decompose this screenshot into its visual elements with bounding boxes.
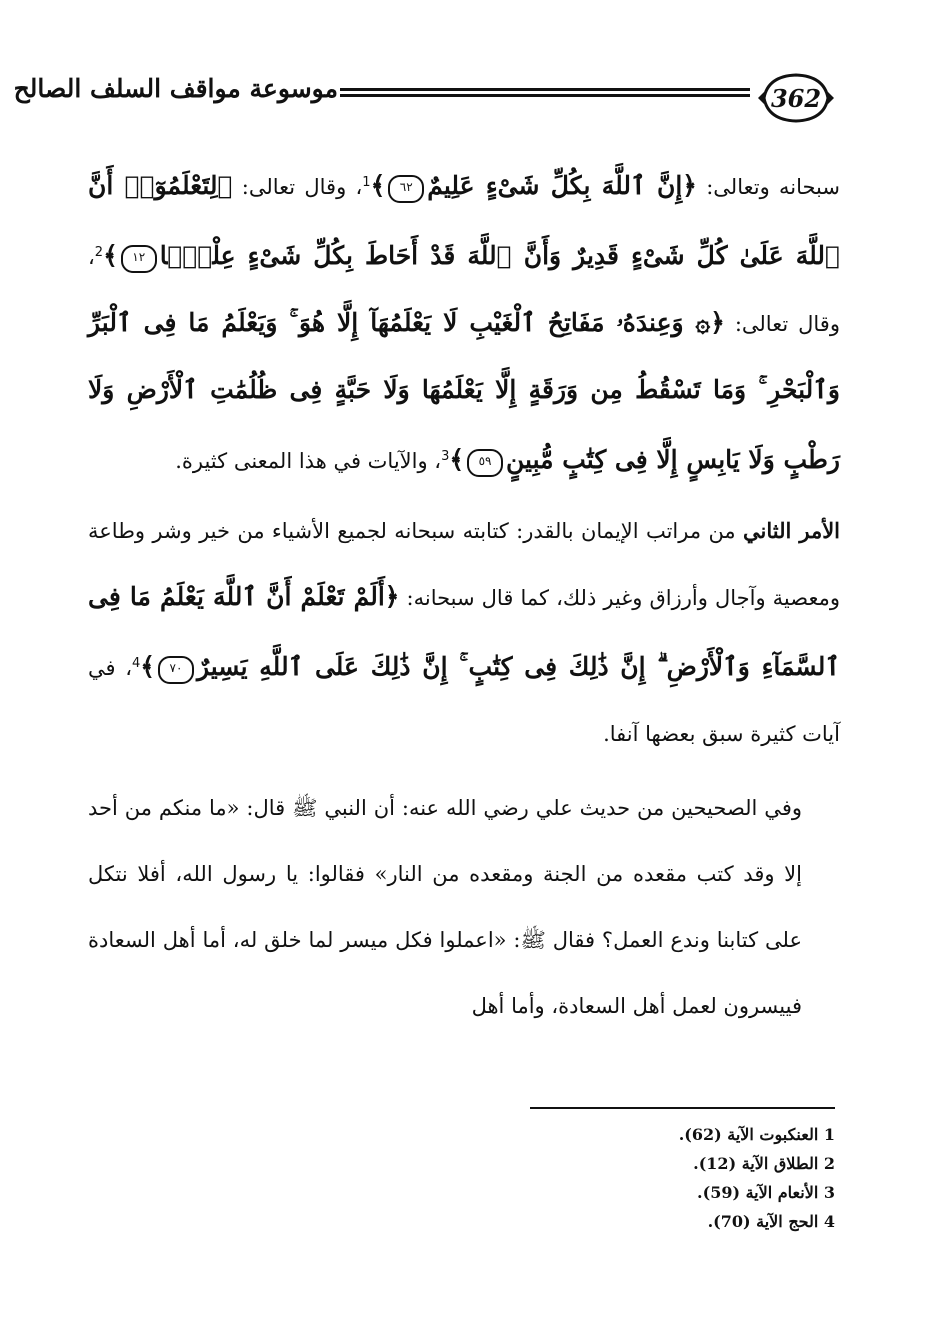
text-run: ، في آيات كثيرة سبق بعضها آنفا. [88,656,840,746]
text-run: سبحانه وتعالى: [696,175,840,199]
footnote-ref: 1 [362,175,371,190]
page-header [13,62,838,142]
verse-close: ﴾ [370,171,386,200]
quran-verse: ﴿إِنَّ ٱللَّهَ بِكُلِّ شَىْءٍ عَلِيمٌ [427,171,697,200]
quran-verse: ﴿لِتَعْلَمُوٓا۟ أَنَّ ٱللَّهَ عَلَىٰ كُلِّ شَىْءٍ قَدِيرٌ وَأَنَّ ٱللَّهَ قَدْ أَحَاطَ بِكُلِّ شَىْءٍ عِلْمًۢا [88,171,840,270]
page-number: 362 [770,83,822,113]
ayah-number-icon: ٥٩ [467,449,503,477]
ayah-number-icon: ١٢ [121,245,157,273]
page-number-badge [754,70,838,126]
quran-verse: ﴿۞ وَعِندَهُۥ مَفَاتِحُ ٱلْغَيْبِ لَا يَعْلَمُهَآ إِلَّا هُوَ ۚ وَيَعْلَمُ مَا فِى ٱلْبَرِّ وَٱلْبَحْرِ ۚ وَمَا تَسْقُطُ مِن وَرَقَةٍ إِلَّا يَعْلَمُهَا وَلَا حَبَّةٍ فِى ظُلُمَٰتِ ٱلْأَرْضِ وَلَا رَطْبٍ وَلَا يَابِسٍ إِلَّا فِى كِتَٰبٍ مُّبِينٍ [88,308,841,474]
footnote-1: 1 العنكبوت الآية (62). [678,1125,835,1144]
footnotes [300,1120,835,1236]
verse-close: ﴾ [140,652,155,681]
section-lead: الأمر الثاني [743,518,840,543]
header-rule [340,88,750,106]
footnote-ref: 2 [94,245,104,260]
footnote-divider [530,1107,835,1109]
book-title: موسوعة مواقف السلف الصالح [13,74,338,103]
footnote-2: 2 الطلاق الآية (12). [693,1154,835,1173]
text-run: ، وقال تعالى: [232,175,363,199]
footnote-4: 4 الحج الآية (70). [707,1212,835,1231]
paragraph-1 [88,150,840,494]
footnote-ref: 3 [441,449,450,464]
ayah-number-icon: ٦٢ [388,175,424,203]
footnote-ref: 4 [132,656,141,671]
footnote-3: 3 الأنعام الآية (59). [697,1183,835,1202]
text-run: ، وقال تعالى: [88,245,840,336]
text-run: ، والآيات في هذا المعنى كثيرة. [175,449,442,473]
verse-close: ﴾ [449,445,465,474]
paragraph-3: وفي الصحيحين من حديث علي رضي الله عنه: أن النبي ﷺ قال: «ما منكم من أحد إلا وقد كتب مقعده من الجنة ومقعده من النار» فقالوا: يا رسول الله، أفلا نتكل على كتابنا وندع العمل؟ فقال ﷺ: «اعملوا فكل ميسر لما خلق له، أما أهل السعادة فييسرون لعمل أهل السعادة، وأما أهل [88,796,802,1018]
verse-close: ﴾ [103,241,118,270]
text-run: من مراتب الإيمان بالقدر: كتابته سبحانه لجميع الأشياء من خير وشر وطاعة ومعصية وآجال وأرزاق وغير ذلك، كما قال سبحانه: [88,519,840,610]
ayah-number-icon: ٧٠ [158,656,194,684]
main-text [88,150,840,1039]
paragraph-2 [88,498,840,767]
quran-verse: ﴿أَلَمْ تَعْلَمْ أَنَّ ٱللَّهَ يَعْلَمُ مَا فِى ٱلسَّمَآءِ وَٱلْأَرْضِ ۗ إِنَّ ذَٰلِكَ فِى كِتَٰبٍ ۚ إِنَّ ذَٰلِكَ عَلَى ٱللَّهِ يَسِيرٌ [88,582,840,681]
